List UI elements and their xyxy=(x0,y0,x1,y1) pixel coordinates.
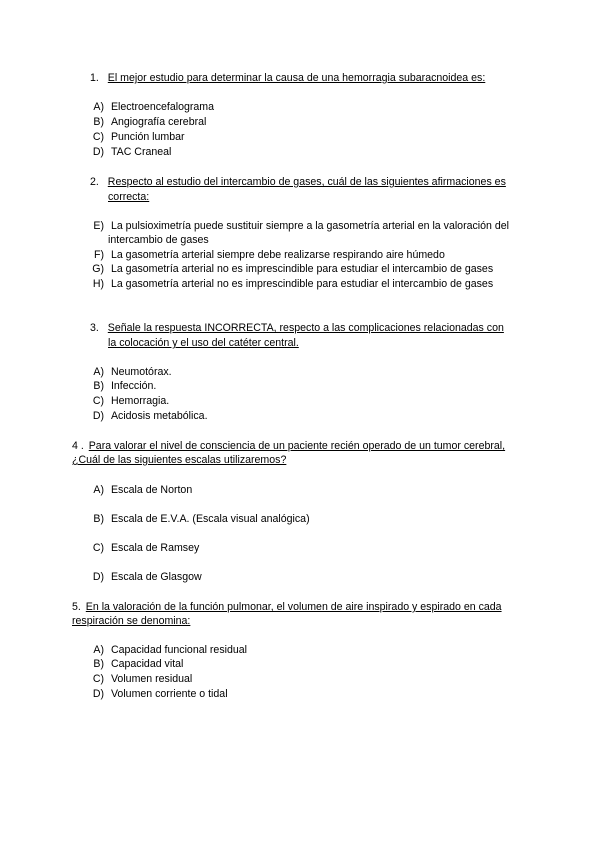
option: F) La gasometría arterial siempre debe realizarse respirando aire húmedo xyxy=(94,249,445,261)
option: C) Hemorragia. xyxy=(92,395,170,407)
question-number: 3. xyxy=(90,322,99,334)
question-text: Para valorar el nivel de consciencia de un paciente recién operado de un tumor cerebral, xyxy=(88,440,506,452)
option: B) Escala de E.V.A. (Escala visual analógica) xyxy=(93,513,310,525)
question-text: En la valoración de la función pulmonar, el volumen de aire inspirado y espirado en cada xyxy=(85,601,502,613)
option-cont: intercambio de gases xyxy=(108,234,209,246)
option: A) Neumotórax. xyxy=(93,366,172,378)
question-1-stem xyxy=(90,72,485,85)
question-text: Respecto al estudio del intercambio de gases, cuál de las siguientes afirmaciones es xyxy=(107,176,506,188)
option: C) Volumen residual xyxy=(92,673,193,685)
question-text: El mejor estudio para determinar la causa de una hemorragia subaracnoidea es: xyxy=(107,72,486,84)
question-number: 4 . xyxy=(72,440,84,452)
option: B) Angiografía cerebral xyxy=(93,116,207,128)
option: C) Punción lumbar xyxy=(92,131,185,143)
option: E) La pulsioximetría puede sustituir siempre a la gasometría arterial en la valoración del xyxy=(93,220,510,232)
question-number: 5. xyxy=(72,601,81,613)
option: H) La gasometría arterial no es imprescindible para estudiar el intercambio de gases xyxy=(92,278,494,290)
option: D) Acidosis metabólica. xyxy=(92,410,208,422)
option: B) Infección. xyxy=(93,380,157,392)
option: B) Capacidad vital xyxy=(93,658,184,670)
question-text-cont: la colocación y el uso del catéter central. xyxy=(108,337,299,349)
option: G) La gasometría arterial no es imprescindible para estudiar el intercambio de gases xyxy=(92,263,494,275)
question-2-stem xyxy=(90,176,506,189)
question-text-cont: correcta: xyxy=(108,191,150,203)
option: D) Volumen corriente o tidal xyxy=(92,688,228,700)
question-5-stem xyxy=(72,601,502,614)
option: D) TAC Craneal xyxy=(92,146,172,158)
question-text-cont: respiración se denomina: xyxy=(72,615,191,627)
question-number: 2. xyxy=(90,176,99,188)
option: C) Escala de Ramsey xyxy=(92,542,200,554)
question-4-stem xyxy=(72,440,505,453)
option: A) Escala de Norton xyxy=(93,484,193,496)
option: D) Escala de Glasgow xyxy=(92,571,202,583)
option: A) Electroencefalograma xyxy=(93,101,215,113)
question-text: Señale la respuesta INCORRECTA, respecto a las complicaciones relacionadas con xyxy=(107,322,504,334)
question-number: 1. xyxy=(90,72,99,84)
question-text-cont: ¿Cuál de las siguientes escalas utilizaremos? xyxy=(72,454,287,466)
option: A) Capacidad funcional residual xyxy=(93,644,247,656)
question-3-stem xyxy=(90,322,504,335)
